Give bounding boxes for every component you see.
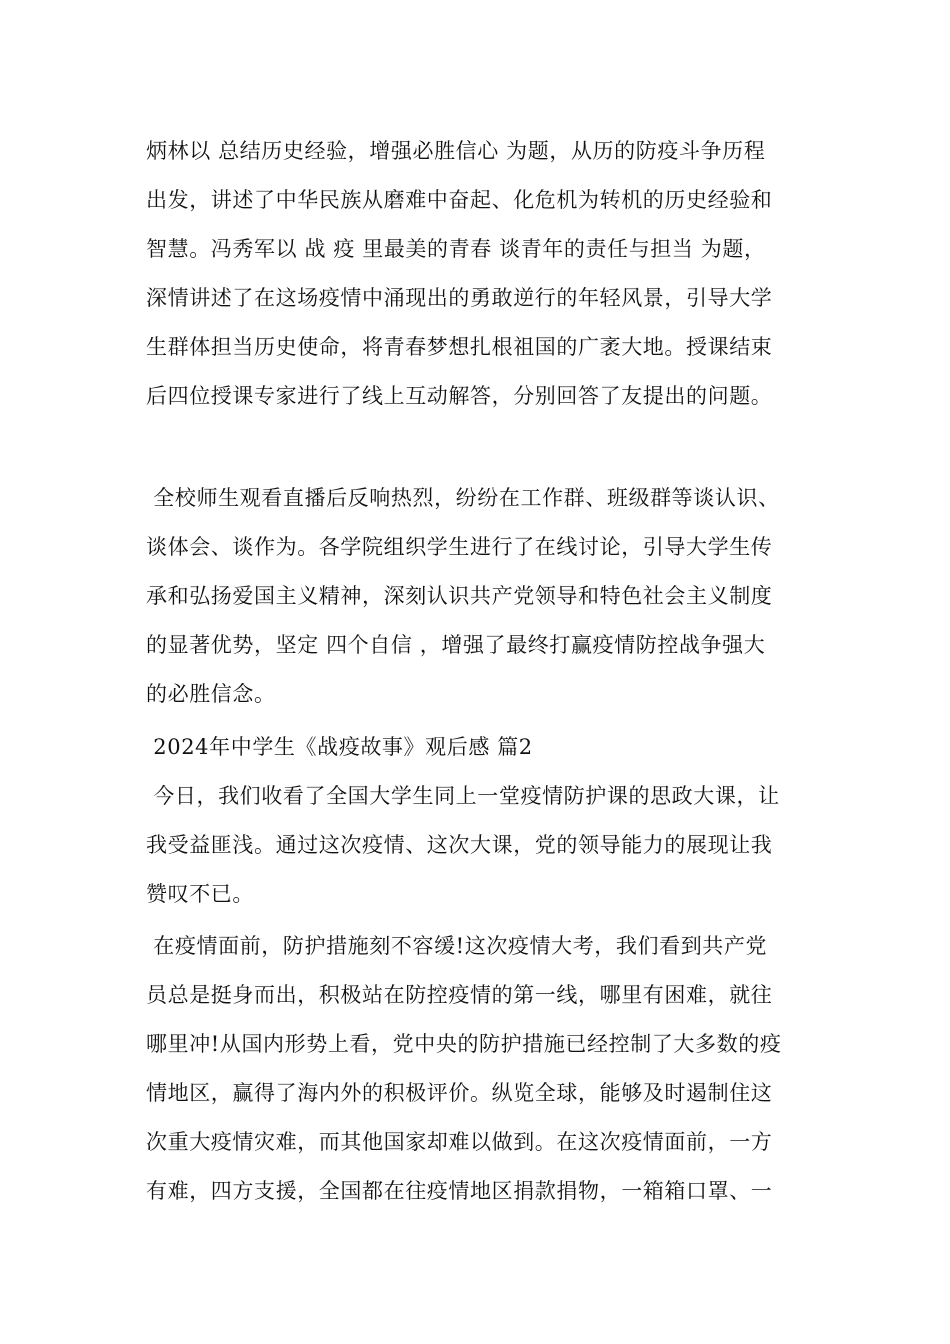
paragraph-line: 深情讲述了在这场疫情中涌现出的勇敢逆行的年轻风景，引导大学	[146, 286, 773, 310]
paragraph-line: 出发，讲述了中华民族从磨难中奋起、化危机为转机的历史经验和	[146, 188, 773, 212]
paragraph-line: 有难，四方支援，全国都在往疫情地区捐款捐物，一箱箱口罩、一	[146, 1179, 773, 1203]
paragraph-line: 次重大疫情灾难，而其他国家却难以做到。在这次疫情面前，一方	[146, 1130, 773, 1154]
paragraph-line: 生群体担当历史使命，将青春梦想扎根祖国的广袤大地。授课结束	[146, 335, 773, 359]
paragraph-line: 我受益匪浅。通过这次疫情、这次大课，党的领导能力的展现让我	[146, 833, 773, 857]
paragraph-line: 智慧。冯秀军以 战 疫 里最美的青春 谈青年的责任与担当 为题，	[146, 237, 766, 261]
paragraph-line: 后四位授课专家进行了线上互动解答，分别回答了友提出的问题。	[146, 384, 773, 408]
paragraph-line: 员总是挺身而出，积极站在防控疫情的第一线，哪里有困难，就往	[146, 983, 773, 1007]
paragraph-line: 哪里冲!从国内形势上看，党中央的防护措施已经控制了大多数的疫	[146, 1032, 782, 1056]
paragraph-line: 情地区，赢得了海内外的积极评价。纵览全球，能够及时遏制住这	[146, 1081, 773, 1105]
paragraph-line: 在疫情面前，防护措施刻不容缓!这次疫情大考，我们看到共产党	[146, 934, 768, 958]
paragraph-line: 的必胜信念。	[146, 682, 276, 706]
paragraph-line: 炳林以 总结历史经验，增强必胜信心 为题，从历的防疫斗争历程	[146, 139, 766, 163]
paragraph-line: 赞叹不已。	[146, 882, 254, 906]
paragraph-line: 承和弘扬爱国主义精神，深刻认识共产党领导和特色社会主义制度	[146, 584, 773, 608]
paragraph-line: 的显著优势，坚定 四个自信 ，增强了最终打赢疫情防控战争强大	[146, 633, 766, 657]
paragraph-line: 谈体会、谈作为。各学院组织学生进行了在线讨论，引导大学生传	[146, 535, 773, 559]
paragraph-line: 全校师生观看直播后反响热烈，纷纷在工作群、班级群等谈认识、	[146, 486, 780, 510]
paragraph-line: 今日，我们收看了全国大学生同上一堂疫情防护课的思政大课，让	[146, 784, 780, 808]
section-heading: 2024年中学生《战疫故事》观后感 篇2	[146, 735, 533, 759]
